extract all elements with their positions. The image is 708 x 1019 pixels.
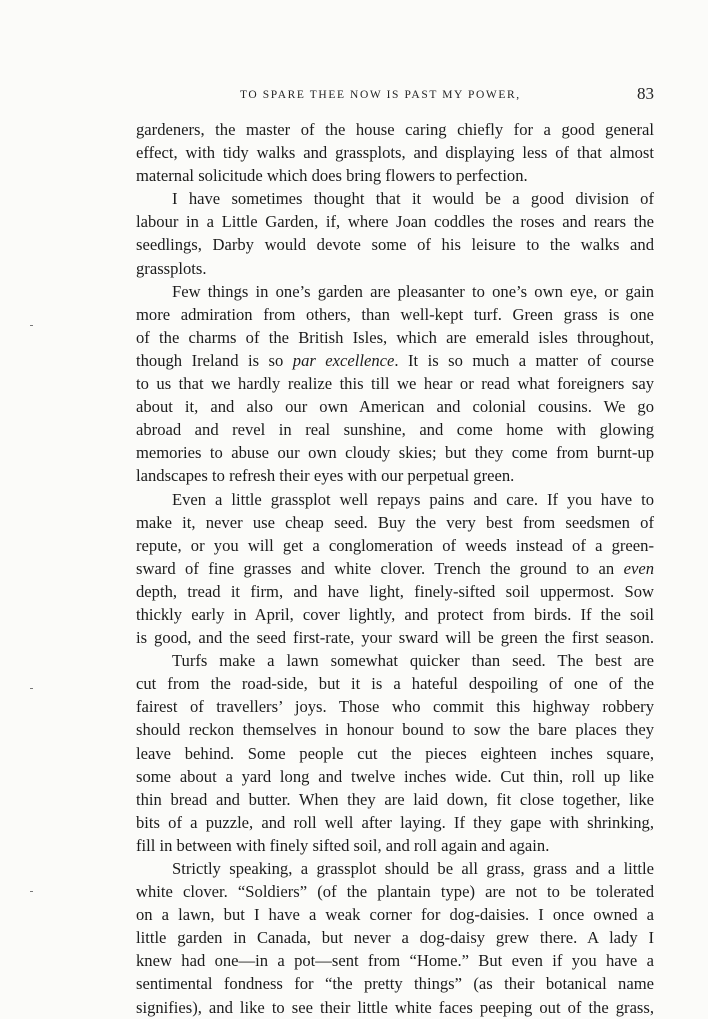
text-line: Few things in one’s garden are pleasanter to one’s own eye, or gain: [172, 281, 654, 301]
text-line: little garden in Canada, but never a dog-daisy grew there. A lady I: [136, 928, 654, 948]
text-line: memories to abuse our own cloudy skies; but they come from burnt-up: [136, 443, 654, 463]
text-line: about it, and also our own American and colonial cousins. We go: [136, 397, 654, 417]
text-line: should reckon themselves in honour bound to sow the bare places they: [136, 720, 654, 740]
text-line: maternal solicitude which does bring flowers to perfection.: [136, 166, 528, 186]
page-number: 83: [637, 84, 654, 103]
text-line: bits of a puzzle, and roll well after laying. If they gape with shrinking,: [136, 812, 654, 832]
text-line: seedlings, Darby would devote some of his leisure to the walks and: [136, 235, 654, 255]
text-line: white clover. “Soldiers” (of the plantain type) are not to be tolerated: [136, 882, 654, 902]
text-line: fairest of travellers’ joys. Those who commit this highway robbery: [136, 697, 654, 717]
text-line: Strictly speaking, a grassplot should be all grass, grass and a little: [172, 859, 654, 878]
text-line: leave behind. Some people cut the pieces eighteen inches square,: [136, 743, 654, 763]
text-line: is good, and the seed first-rate, your sward will be green the first season.: [136, 628, 654, 648]
text-line: cut from the road-side, but it is a hateful despoiling of one of the: [136, 674, 654, 694]
text-line: though Ireland is so par excellence. It is so much a matter of course: [136, 350, 654, 370]
text-line: I have sometimes thought that it would be a good division of: [172, 189, 654, 209]
text-line: effect, with tidy walks and grassplots, and displaying less of that almost: [136, 143, 654, 163]
text-line: some about a yard long and twelve inches wide. Cut thin, roll up like: [136, 766, 654, 786]
text-line: make it, never use cheap seed. Buy the very best from seedsmen of: [136, 512, 654, 532]
text-line: of the charms of the British Isles, which are emerald isles throughout,: [136, 327, 654, 347]
margin-speck: [30, 891, 33, 892]
text-line: gardeners, the master of the house caring chiefly for a good general: [136, 120, 654, 139]
text-line: Turfs make a lawn somewhat quicker than seed. The best are: [172, 651, 654, 671]
text-line: sentimental fondness for “the pretty things” (as their botanical name: [136, 974, 654, 994]
margin-speck: [30, 688, 33, 689]
text-line: Even a little grassplot well repays pains and care. If you have to: [172, 489, 654, 509]
text-line: knew had one—in a pot—sent from “Home.” But even if you have a: [136, 951, 654, 971]
running-head-title: TO SPARE THEE NOW IS PAST MY POWER,: [240, 89, 521, 101]
text-line: grassplots.: [136, 258, 207, 278]
text-line: to us that we hardly realize this till we hear or read what foreigners say: [136, 374, 654, 394]
text-line: repute, or you will get a conglomeration of weeds instead of a green-: [136, 535, 654, 555]
text-line: on a lawn, but I have a weak corner for dog-daisies. I once owned a: [136, 905, 654, 925]
text-line: landscapes to refresh their eyes with our perpetual green.: [136, 466, 515, 486]
body-text: [136, 118, 654, 1019]
text-line: thin bread and butter. When they are laid down, fit close together, like: [136, 789, 654, 809]
text-line: signifies), and like to see their little white faces peeping out of the grass,: [136, 997, 654, 1017]
text-line: depth, tread it firm, and have light, finely-sifted soil uppermost. Sow: [136, 581, 654, 601]
text-line: abroad and revel in real sunshine, and come home with glowing: [136, 420, 654, 440]
text-line: thickly early in April, cover lightly, and protect from birds. If the soil: [136, 604, 654, 624]
text-line: labour in a Little Garden, if, where Joan coddles the roses and rears the: [136, 212, 654, 232]
margin-speck: [30, 325, 33, 326]
text-line: fill in between with finely sifted soil, and roll again and again.: [136, 835, 550, 855]
text-line: more admiration from others, than well-kept turf. Green grass is one: [136, 304, 654, 324]
running-header: [136, 84, 656, 108]
text-line: sward of fine grasses and white clover. Trench the ground to an even: [136, 558, 654, 578]
